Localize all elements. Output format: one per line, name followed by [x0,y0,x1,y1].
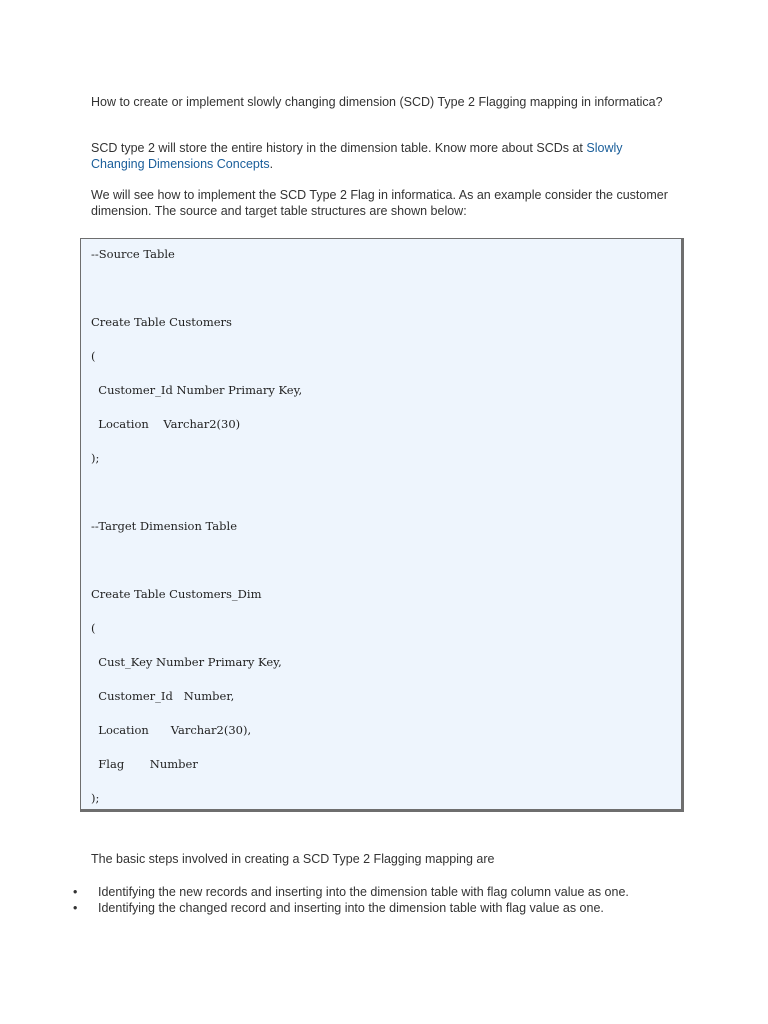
intro-history-paragraph [91,140,671,172]
code-line: Customer_Id Number Primary Key, [91,383,303,397]
bullet-icon: • [73,901,78,915]
code-line: --Target Dimension Table [91,519,237,533]
code-line: ); [91,451,100,465]
list-item-text: Identifying the changed record and inserting into the dimension table with flag value as one. [98,901,604,915]
code-line: Flag Number [91,757,198,771]
list-item-text: Identifying the new records and inserting into the dimension table with flag column value as one. [98,885,629,899]
list-item [0,900,700,916]
steps-list [0,884,700,916]
list-item [0,884,700,900]
code-line: ( [91,621,96,635]
intro-example-paragraph: We will see how to implement the SCD Type 2 Flag in informatica. As an example consider the customer dimension. The source and target table structures are shown below: [91,188,668,218]
scd-concepts-link[interactable]: Slowly Changing Dimensions Concepts [91,141,623,171]
code-line: Create Table Customers_Dim [91,587,262,601]
code-block [80,238,684,812]
code-line: Customer_Id Number, [91,689,235,703]
intro-question: How to create or implement slowly changing dimension (SCD) Type 2 Flagging mapping in informatica? [91,95,663,109]
history-text: SCD type 2 will store the entire history in the dimension table. Know more about SCDs at [91,141,587,155]
code-line: Create Table Customers [91,315,232,329]
history-end: . [269,157,274,171]
code-line: ( [91,349,96,363]
code-line: ); [91,791,100,805]
steps-intro: The basic steps involved in creating a SCD Type 2 Flagging mapping are [91,852,495,866]
code-line: Cust_Key Number Primary Key, [91,655,282,669]
bullet-icon: • [73,885,78,899]
code-line: Location Varchar2(30), [91,723,252,737]
code-line: Location Varchar2(30) [91,417,241,431]
code-line: --Source Table [91,247,175,261]
